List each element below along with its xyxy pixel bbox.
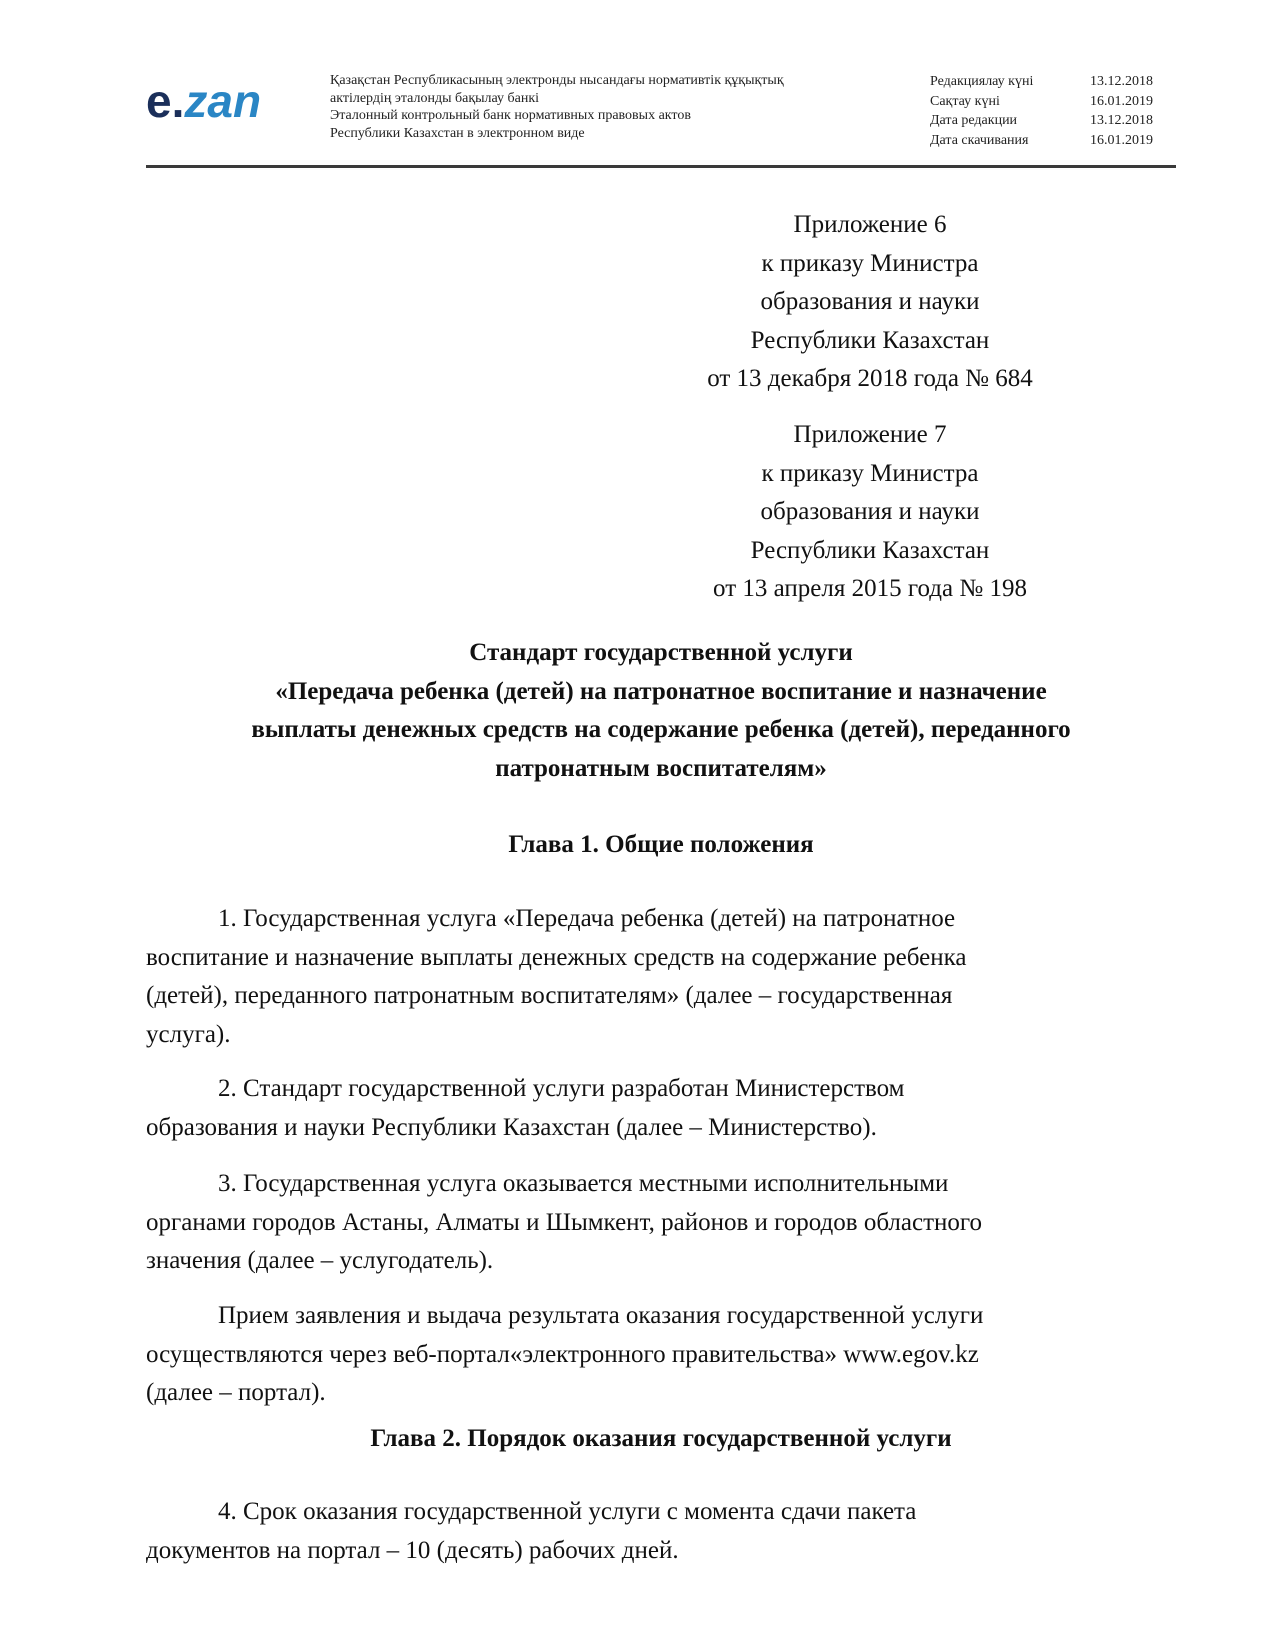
date-label: Сақтау күні xyxy=(930,93,1000,109)
date-label: Редакциялау күні xyxy=(930,74,1034,89)
appendix-line: образования и науки xyxy=(760,498,980,525)
date-row xyxy=(930,72,1153,92)
title-line: Стандарт государственной услуги xyxy=(469,639,853,666)
paragraph-line: услуга). xyxy=(146,1020,231,1048)
logo-e: e xyxy=(146,75,172,127)
ezan-logo[interactable] xyxy=(146,75,262,127)
title-line: «Передача ребенка (детей) на патронатное воспитание и назначение xyxy=(275,677,1047,705)
paragraph-line: Прием заявления и выдача результата оказания государственной услуги xyxy=(218,1302,984,1329)
header-description-line: Эталонный контрольный банк нормативных правовых актов xyxy=(330,108,691,123)
date-row xyxy=(930,92,1153,112)
paragraph-line: (детей), переданного патронатным воспитателям» (далее – государственная xyxy=(146,982,953,1009)
date-label: Дата редакции xyxy=(930,113,1018,128)
paragraph-1 xyxy=(146,900,1176,1054)
date-value: 16.01.2019 xyxy=(1090,132,1153,148)
header-description-line: актілердің эталонды бақылау банкі xyxy=(330,90,540,106)
appendix-block-6 xyxy=(640,206,1100,399)
appendix-line: образования и науки xyxy=(760,288,980,315)
chapter-1-heading: Глава 1. Общие положения xyxy=(508,831,814,858)
paragraph-3-continued xyxy=(146,1297,1176,1413)
appendix-line: от 13 декабря 2018 года № 684 xyxy=(707,365,1033,392)
paragraph-line: 1. Государственная услуга «Передача ребенка (детей) на патронатное xyxy=(218,905,956,932)
date-row xyxy=(930,111,1153,131)
appendix-line: Приложение 7 xyxy=(793,421,947,448)
header-description-line: Қазақстан Республикасының электронды нысандағы нормативтік құқықтық xyxy=(330,73,784,88)
chapter-2-heading: Глава 2. Порядок оказания государственной услуги xyxy=(370,1425,952,1452)
logo-zan: zan xyxy=(184,75,262,127)
paragraph-4 xyxy=(146,1493,1176,1570)
date-value: 16.01.2019 xyxy=(1090,93,1153,109)
header-description xyxy=(330,72,784,142)
paragraph-2 xyxy=(146,1070,1176,1147)
appendix-block-7 xyxy=(640,416,1100,609)
paragraph-line: воспитание и назначение выплаты денежных средств на содержание ребенка xyxy=(146,943,967,971)
header-divider xyxy=(146,165,1176,168)
paragraph-line: 2. Стандарт государственной услуги разработан Министерством xyxy=(218,1075,905,1102)
appendix-line: Республики Казахстан xyxy=(750,536,990,564)
header-dates xyxy=(930,72,1153,150)
date-value: 13.12.2018 xyxy=(1090,74,1153,89)
title-line: патронатным воспитателям» xyxy=(495,754,827,782)
appendix-line: к приказу Министра xyxy=(761,459,979,487)
document-header xyxy=(146,70,1176,162)
paragraph-line: образования и науки Республики Казахстан (далее – Министерство). xyxy=(146,1113,877,1141)
date-value: 13.12.2018 xyxy=(1090,113,1153,128)
paragraph-3 xyxy=(146,1165,1176,1281)
document-title xyxy=(146,634,1176,788)
paragraph-line: 3. Государственная услуга оказывается местными исполнительными xyxy=(218,1170,949,1197)
paragraph-line: значения (далее – услугодатель). xyxy=(146,1247,494,1274)
date-row xyxy=(930,131,1153,151)
paragraph-line: документов на портал – 10 (десять) рабочих дней. xyxy=(146,1536,679,1564)
header-description-line: Республики Казахстан в электронном виде xyxy=(330,125,585,141)
title-line: выплаты денежных средств на содержание ребенка (детей), переданного xyxy=(251,716,1071,743)
paragraph-line: (далее – портал). xyxy=(146,1379,326,1406)
logo-dot: . xyxy=(171,75,185,127)
paragraph-line: осуществляются через веб-портал«электронного правительства» www.egov.kz xyxy=(146,1340,979,1368)
paragraph-line: органами городов Астаны, Алматы и Шымкент, районов и городов областного xyxy=(146,1208,983,1236)
date-label: Дата скачивания xyxy=(930,132,1029,148)
appendix-line: Приложение 6 xyxy=(793,211,947,238)
paragraph-line: 4. Срок оказания государственной услуги с момента сдачи пакета xyxy=(218,1498,917,1525)
appendix-line: к приказу Министра xyxy=(761,249,979,277)
appendix-line: Республики Казахстан xyxy=(750,326,990,354)
appendix-line: от 13 апреля 2015 года № 198 xyxy=(713,575,1027,602)
